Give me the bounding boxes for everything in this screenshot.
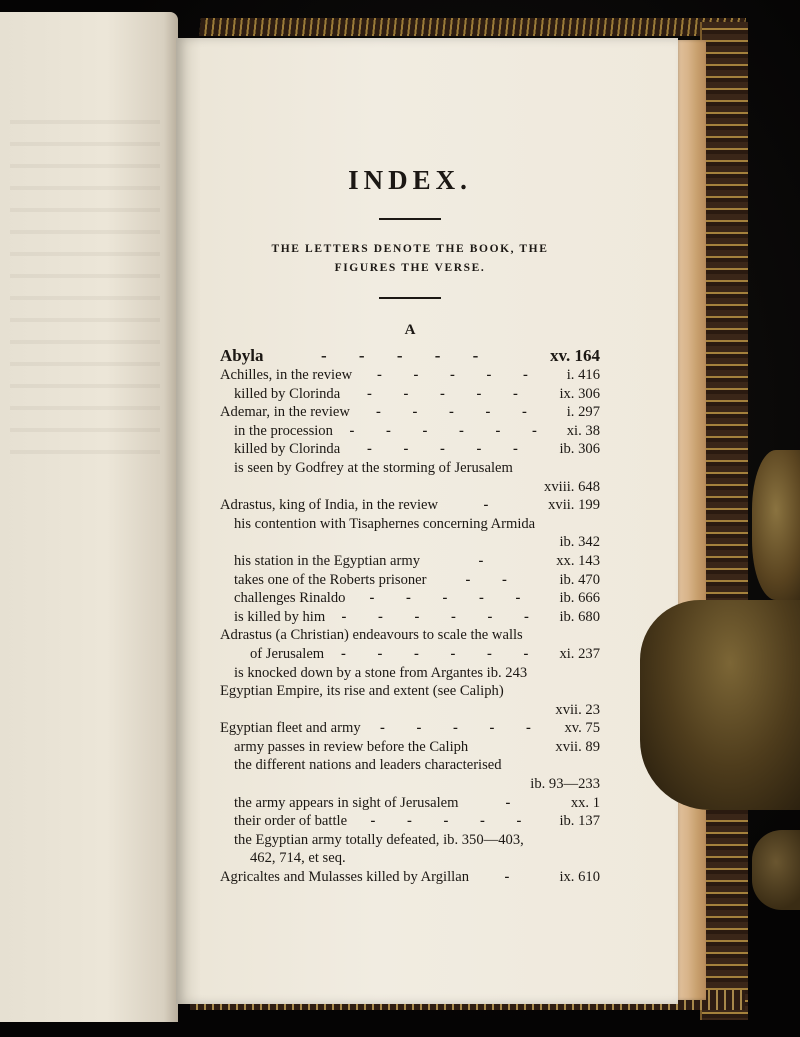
index-entry-text: Ademar, in the review xyxy=(220,404,350,421)
leader-dashes: - - xyxy=(465,571,521,588)
leader-dashes: - - - - - xyxy=(369,590,535,607)
index-entry-text: 462, 714, et seq. xyxy=(250,850,346,867)
index-entry-text: the Egyptian army totally defeated, ib. 350—403, xyxy=(234,831,524,848)
index-entry-reference: i. 297 xyxy=(566,404,600,421)
index-entry-text: army passes in review before the Caliph xyxy=(234,738,469,755)
index-entry xyxy=(220,346,600,366)
book-cover-top-gilt-edge xyxy=(199,18,746,36)
leader-dashes: - - - - - xyxy=(367,441,532,458)
index-entry xyxy=(220,385,600,404)
leader-dashes: - - - - - - xyxy=(341,608,543,625)
index-entry xyxy=(220,626,600,645)
index-entry-text: in the procession xyxy=(234,422,333,439)
index-entry-reference: xv. 75 xyxy=(564,720,600,737)
index-entry-reference: ib. 680 xyxy=(559,608,600,625)
index-entry xyxy=(220,571,600,590)
index-entry xyxy=(220,459,600,478)
index-page-content xyxy=(220,160,600,887)
index-entry-text: Adrastus, king of India, in the review xyxy=(220,497,439,514)
index-entry xyxy=(220,478,600,497)
leader-dashes: - xyxy=(505,794,525,811)
index-entry-text: takes one of the Roberts prisoner xyxy=(234,571,427,588)
index-entry-reference: ib. 306 xyxy=(559,441,600,458)
index-entry-text: killed by Clorinda xyxy=(234,385,341,402)
brass-bookend-base xyxy=(752,830,800,910)
index-entry xyxy=(220,366,600,385)
index-entry-text: of Jerusalem xyxy=(250,645,325,662)
index-subtitle xyxy=(220,240,600,278)
index-entry xyxy=(220,515,600,534)
index-entry-reference: ib. 470 xyxy=(559,571,600,588)
gilt-page-edges xyxy=(676,40,706,1000)
brass-bookend-top xyxy=(752,450,800,600)
index-entry xyxy=(220,403,600,422)
index-entry-text: the army appears in sight of Jerusalem xyxy=(234,794,459,811)
index-entry-text: killed by Clorinda xyxy=(234,441,341,458)
index-entry-reference: xvii. 199 xyxy=(548,497,600,514)
leader-dashes: - xyxy=(504,869,524,886)
index-entry xyxy=(220,440,600,459)
brass-bookend xyxy=(640,600,800,810)
index-entry xyxy=(220,552,600,571)
index-entry-text: his station in the Egyptian army xyxy=(234,552,421,569)
title-rule xyxy=(379,218,441,220)
leader-dashes: - - - - - xyxy=(321,346,493,365)
left-page xyxy=(0,12,178,1022)
index-entry-reference: xvii. 23 xyxy=(555,701,600,718)
index-entry-text: his contention with Tisaphernes concerning Armida xyxy=(234,515,536,532)
index-entry xyxy=(220,422,600,441)
index-entry-reference: xv. 164 xyxy=(549,346,600,365)
index-entry-text: challenges Rinaldo xyxy=(234,590,346,607)
index-entry-reference: ib. 137 xyxy=(559,813,600,830)
book-cover-gilt-spine-edge xyxy=(700,22,748,1020)
subtitle-line-1: THE LETTERS DENOTE THE BOOK, THE xyxy=(271,243,549,255)
index-entries xyxy=(220,346,600,887)
subtitle-line-2: FIGURES THE VERSE. xyxy=(334,262,486,274)
index-entry-text: the different nations and leaders characterised xyxy=(234,757,502,774)
index-entry-text: Agricaltes and Mulasses killed by Argillan xyxy=(220,869,469,886)
index-entry-reference: xx. 143 xyxy=(556,552,600,569)
index-entry xyxy=(220,794,600,813)
index-entry-text: Achilles, in the review xyxy=(220,367,353,383)
index-entry xyxy=(220,589,600,608)
index-entry-text: is killed by him xyxy=(234,608,326,625)
index-entry-reference: ib. 342 xyxy=(559,534,600,551)
index-entry xyxy=(220,831,600,850)
leader-dashes: - xyxy=(478,552,498,569)
index-entry xyxy=(220,868,600,887)
index-entry xyxy=(220,682,600,701)
leader-dashes: - - - - - - xyxy=(341,645,543,662)
index-entry-reference: xviii. 648 xyxy=(544,478,600,495)
index-entry-reference: xvii. 89 xyxy=(555,738,600,755)
section-letter: A xyxy=(404,322,416,338)
leader-dashes: - - - - - - xyxy=(349,422,551,439)
index-entry xyxy=(220,738,600,757)
index-entry xyxy=(220,849,600,868)
index-entry-reference: ix. 306 xyxy=(559,385,600,402)
index-entry xyxy=(220,775,600,794)
index-entry xyxy=(220,756,600,775)
index-entry-text: Egyptian fleet and army xyxy=(220,720,361,737)
leader-dashes: - - - - - xyxy=(377,367,542,383)
index-entry-reference: xi. 38 xyxy=(566,422,600,439)
index-entry-text: is seen by Godfrey at the storming of Jerusalem xyxy=(234,459,513,476)
index-entry-text: Abyla xyxy=(220,346,264,365)
left-page-show-through xyxy=(10,102,160,462)
index-entry-reference: ib. 93—233 xyxy=(530,776,600,793)
index-entry xyxy=(220,664,600,683)
leader-dashes: - - - - - xyxy=(380,720,545,737)
index-entry-reference: xi. 237 xyxy=(559,645,600,662)
index-entry xyxy=(220,812,600,831)
leader-dashes: - xyxy=(483,497,503,514)
leader-dashes: - - - - - xyxy=(376,404,541,421)
index-entry-reference: i. 416 xyxy=(566,367,600,383)
index-entry xyxy=(220,701,600,720)
page-title: INDEX. xyxy=(348,165,472,195)
index-entry xyxy=(220,608,600,627)
index-entry-text: is knocked down by a stone from Argantes ib. 243 xyxy=(234,664,528,681)
index-entry xyxy=(220,719,600,738)
subtitle-rule xyxy=(379,297,441,299)
leader-dashes: - - - - - xyxy=(370,813,536,830)
leader-dashes: - - - - - xyxy=(367,385,532,402)
index-entry xyxy=(220,533,600,552)
index-entry-text: their order of battle xyxy=(234,813,348,830)
index-entry-reference: ib. 666 xyxy=(559,590,600,607)
index-entry-reference: ix. 610 xyxy=(559,869,600,886)
index-entry-text: Adrastus (a Christian) endeavours to scale the walls xyxy=(220,627,523,644)
index-entry-text: Egyptian Empire, its rise and extent (see Caliph) xyxy=(220,683,504,700)
index-entry xyxy=(220,645,600,664)
index-entry-reference: xx. 1 xyxy=(570,794,600,811)
index-entry xyxy=(220,496,600,515)
